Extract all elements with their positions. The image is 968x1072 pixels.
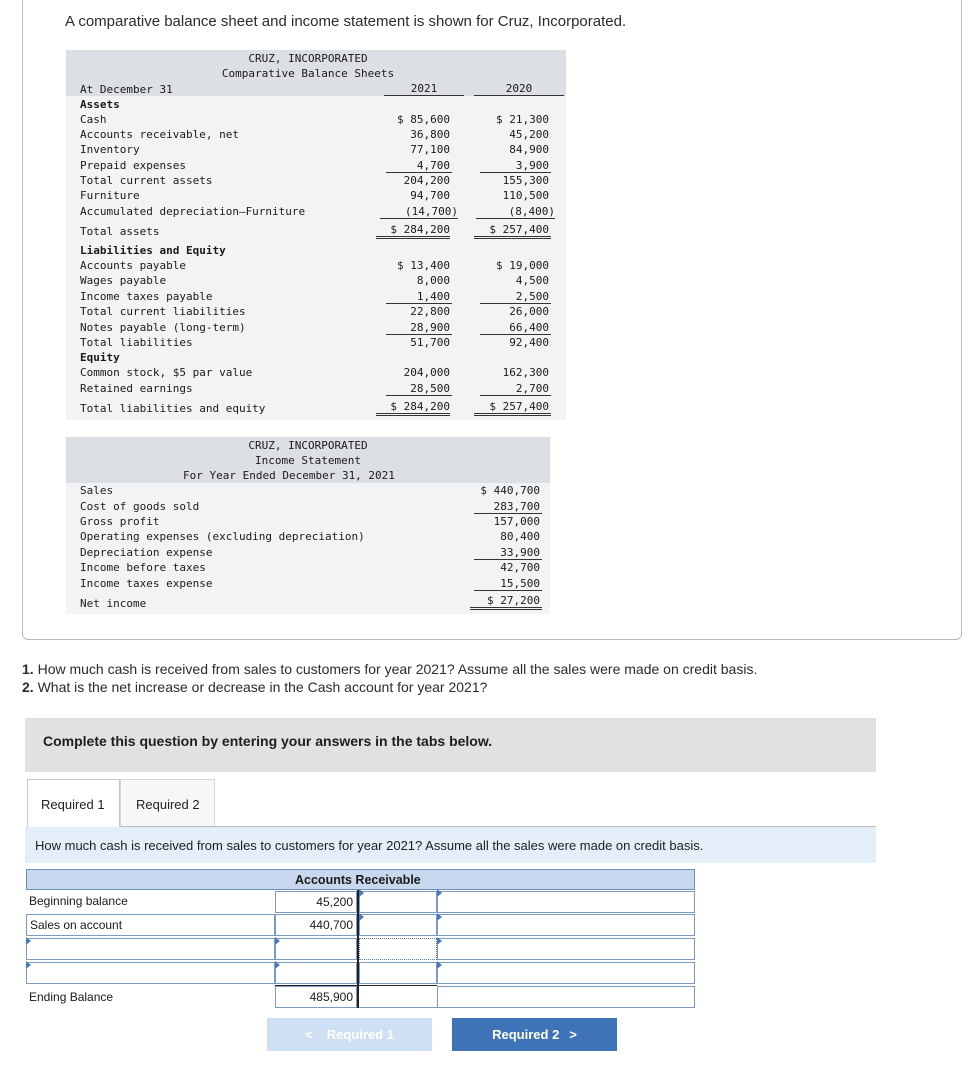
is-row-value: 15,500 (474, 577, 542, 591)
row-v2020: 26,000 (509, 305, 549, 318)
t-account-label-ending: Ending Balance (26, 987, 275, 1009)
bs-company: CRUZ, INCORPORATED (248, 52, 368, 65)
row-v2021: 4,700 (386, 159, 452, 173)
next-button-label: Required 2 (492, 1027, 560, 1042)
row-v2021: $ 85,600 (397, 113, 450, 126)
t-account-credit-label-input[interactable] (437, 914, 695, 936)
t-account-label-beginning: Beginning balance (26, 891, 275, 913)
is-row-value: 283,700 (474, 500, 542, 514)
input-marker-icon (437, 913, 442, 921)
row-v2020: $ 21,300 (496, 113, 549, 126)
row-v2021: (14,700) (380, 205, 458, 219)
row-label: Total current liabilities (80, 305, 246, 318)
row-v2021: 204,200 (403, 174, 450, 187)
t-account-title: Accounts Receivable (295, 873, 421, 887)
row-label: Total current assets (80, 174, 213, 187)
row-v2020: 92,400 (509, 336, 549, 349)
input-marker-icon (437, 937, 442, 945)
bs-title: Comparative Balance Sheets (221, 67, 395, 80)
row-label: Wages payable (80, 274, 167, 287)
income-statement-body (66, 483, 550, 614)
row-v2021: 8,000 (416, 274, 450, 287)
row-label: Prepaid expenses (80, 159, 186, 172)
prev-required-button[interactable] (267, 1018, 432, 1051)
t-account-credit-label-input[interactable] (437, 962, 695, 984)
intro-text: A comparative balance sheet and income statement is shown for Cruz, Incorporated. (65, 13, 627, 30)
t-account-ending-balance[interactable]: 485,900 (275, 986, 357, 1008)
is-company: CRUZ, INCORPORATED (248, 439, 368, 452)
input-marker-icon (359, 889, 364, 897)
bs-col-2020: 2020 (474, 82, 564, 96)
row-v2021: 36,800 (410, 128, 450, 141)
income-statement-header (66, 437, 550, 483)
row-label: Cash (80, 113, 107, 126)
row-v2020: 162,300 (502, 366, 549, 379)
row-label: Accounts payable (80, 259, 186, 272)
t-account-label-sales[interactable]: Sales on account (26, 914, 275, 936)
row-v2021: 28,900 (386, 321, 452, 335)
t-account-debit-input[interactable] (275, 938, 357, 960)
row-label: Accounts receivable, net (80, 128, 239, 141)
balance-sheet-header (66, 50, 566, 96)
row-label: Inventory (80, 143, 140, 156)
is-title: Income Statement (255, 454, 361, 467)
is-row-value: 80,400 (500, 530, 540, 543)
is-row-value: 42,700 (500, 561, 540, 574)
row-v2020: 4,500 (515, 274, 549, 287)
liabilities-heading: Liabilities and Equity (80, 244, 226, 257)
is-row-value: $ 440,700 (480, 484, 540, 497)
t-account-credit-ending (359, 986, 437, 1008)
row-label: Furniture (80, 189, 140, 202)
is-period: For Year Ended December 31, 2021 (183, 469, 395, 482)
t-account-credit-label-input[interactable] (437, 891, 695, 913)
row-v2021: 77,100 (410, 143, 450, 156)
row-label: Notes payable (long-term) (80, 321, 246, 334)
row-v2020: 110,500 (502, 189, 549, 202)
required-prompt (25, 827, 876, 863)
t-account-credit-input[interactable] (359, 962, 437, 984)
row-v2020: 2,500 (480, 290, 551, 304)
is-row-value: 33,900 (474, 546, 542, 560)
is-row-label: Income before taxes (80, 561, 206, 574)
input-marker-icon (26, 961, 31, 969)
tab-required-2[interactable]: Required 2 (120, 779, 215, 827)
is-row-label: Operating expenses (excluding depreciation) (80, 530, 365, 543)
prompt-text: How much cash is received from sales to customers for year 2021? Assume all the sales were made on credit basis. (35, 838, 704, 853)
equity-heading: Equity (80, 351, 120, 364)
row-label: Retained earnings (80, 382, 193, 395)
input-marker-icon (437, 961, 442, 969)
t-account-debit-label-input[interactable] (26, 938, 275, 960)
row-label: Common stock, $5 par value (80, 366, 253, 379)
row-v2021: 22,800 (410, 305, 450, 318)
is-row-label: Cost of goods sold (80, 500, 200, 513)
is-row-value: 157,000 (493, 515, 540, 528)
t-account-credit-input[interactable] (359, 914, 437, 936)
row-v2020: 84,900 (509, 143, 549, 156)
row-v2021: 204,000 (403, 366, 450, 379)
row-v2021: $ 13,400 (397, 259, 450, 272)
t-account-credit-input[interactable] (359, 938, 437, 960)
t-account-credit-label-input[interactable] (437, 938, 695, 960)
question-2: 2. What is the net increase or decrease in the Cash account for year 2021? (22, 679, 488, 695)
input-marker-icon (359, 913, 364, 921)
assets-heading: Assets (80, 98, 120, 111)
row-v2020: 45,200 (509, 128, 549, 141)
is-row-label: Net income (80, 597, 147, 610)
input-marker-icon (275, 937, 280, 945)
row-v2021: 28,500 (386, 382, 452, 396)
input-marker-icon (26, 937, 31, 945)
instructions-bar (25, 718, 876, 772)
is-row-label: Sales (80, 484, 114, 497)
row-v2020: 155,300 (502, 174, 549, 187)
instructions-text: Complete this question by entering your answers in the tabs below. (43, 733, 493, 749)
t-account-debit-sales[interactable]: 440,700 (275, 914, 357, 936)
row-v2021: 51,700 (410, 336, 450, 349)
bs-date-label: At December 31 (80, 83, 173, 96)
balance-sheet-body (66, 96, 566, 420)
questions (22, 660, 757, 696)
t-account-debit-input[interactable] (275, 962, 357, 984)
row-label: Total liabilities (80, 336, 193, 349)
row-v2020: 66,400 (480, 321, 551, 335)
t-account-credit-input[interactable] (359, 891, 437, 913)
row-v2020: $ 19,000 (496, 259, 549, 272)
row-v2020: 3,900 (480, 159, 551, 173)
t-account-vertical-rule (357, 890, 359, 1008)
row-label: Accumulated depreciation—Furniture (80, 205, 306, 218)
prev-button-label: Required 1 (326, 1027, 394, 1042)
row-v2021: 1,400 (386, 290, 452, 304)
row-v2020: 2,700 (480, 382, 551, 396)
chevron-left-icon: < (305, 1027, 313, 1042)
t-account-header (26, 869, 695, 890)
is-row-value: $ 27,200 (470, 594, 542, 610)
t-account-debit-beginning[interactable]: 45,200 (275, 891, 357, 913)
row-v2020: $ 257,400 (474, 400, 551, 416)
t-account-credit-ending-label (437, 986, 695, 1008)
row-label: Total liabilities and equity (80, 402, 266, 415)
next-required-button[interactable] (452, 1018, 617, 1051)
t-account-total-rule (275, 985, 437, 986)
is-row-label: Income taxes expense (80, 577, 213, 590)
row-v2021: 94,700 (410, 189, 450, 202)
row-v2020: $ 257,400 (474, 223, 551, 239)
input-marker-icon (437, 889, 442, 897)
row-v2020: (8,400) (476, 205, 555, 219)
chevron-right-icon: > (569, 1027, 577, 1042)
question-1: 1. How much cash is received from sales to customers for year 2021? Assume all the sales were made on credit basis. (22, 661, 758, 677)
bs-col-2021: 2021 (384, 82, 464, 96)
is-row-label: Depreciation expense (80, 546, 213, 559)
row-label: Total assets (80, 225, 160, 238)
is-row-label: Gross profit (80, 515, 160, 528)
row-v2021: $ 284,200 (376, 400, 450, 416)
input-marker-icon (275, 961, 280, 969)
t-account-debit-label-input[interactable] (26, 962, 275, 984)
tab-required-1[interactable]: Required 1 (27, 779, 120, 827)
row-v2021: $ 284,200 (376, 223, 450, 239)
row-label: Income taxes payable (80, 290, 213, 303)
balance-sheet (66, 50, 566, 420)
